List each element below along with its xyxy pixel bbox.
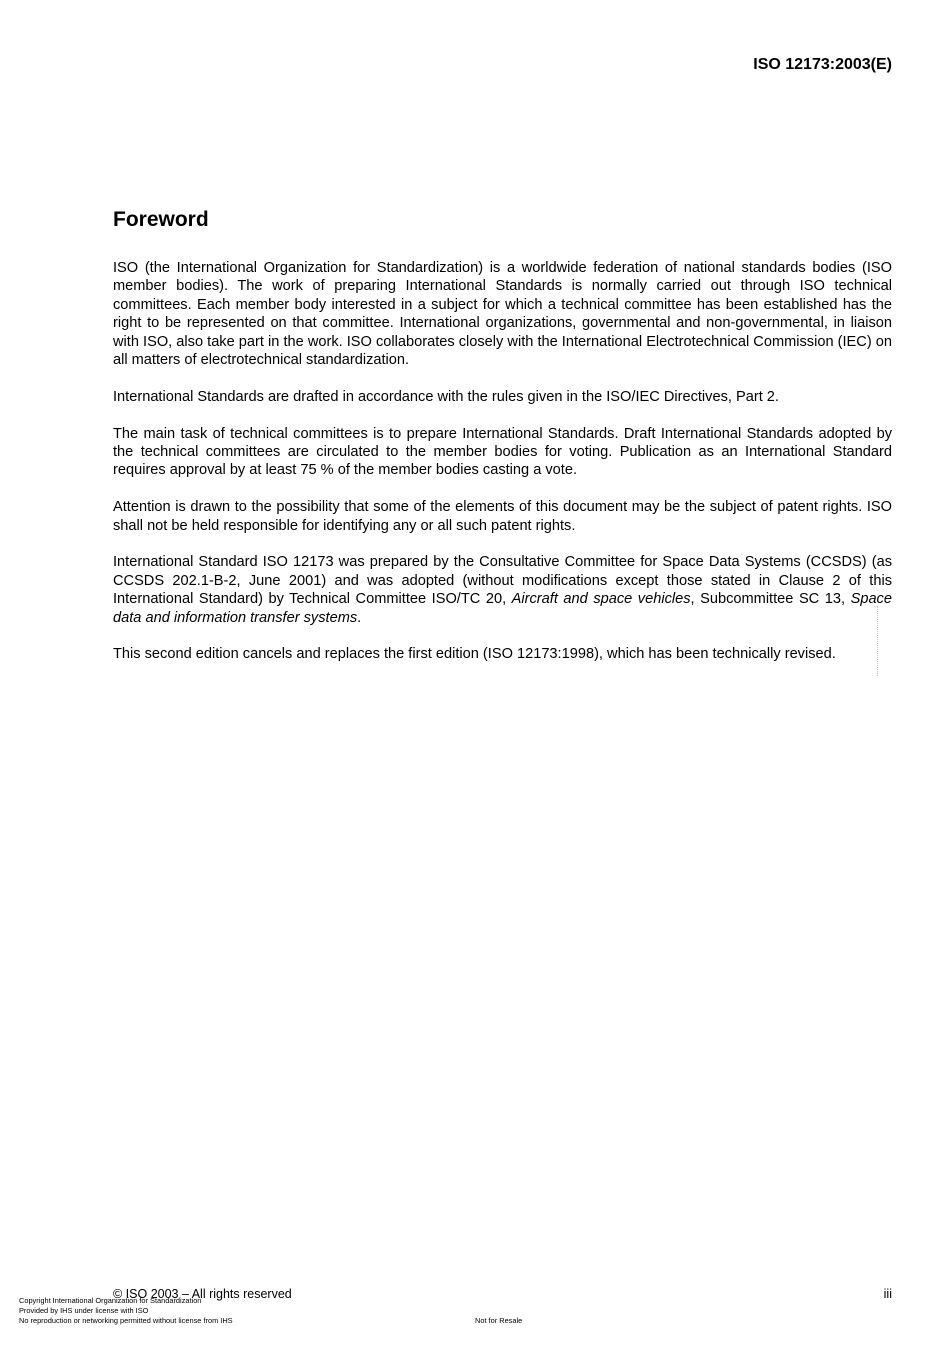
preparation-text-2: , Subcommittee SC 13,	[690, 591, 851, 608]
footer-copyright: © ISO 2003 – All rights reserved	[113, 1287, 292, 1301]
license-line-restriction: No reproduction or networking permitted without license from IHS	[19, 1316, 233, 1325]
footer-page-number: iii	[883, 1287, 892, 1301]
preparation-text-1: International Standard ISO 12173 was prepared by the Consultative Committee for Space Data Systems (CCSDS) (as CCSDS 202.1-B-2, June 2001) and was adopted (without modifications except those stated in Clause 2 of this International Standard) by Technical Committee ISO/TC 20,	[113, 554, 892, 608]
license-line-provider: Provided by IHS under license with ISO	[19, 1306, 149, 1315]
committee-title: Aircraft and space vehicles	[511, 591, 691, 608]
document-reference: ISO 12173:2003(E)	[753, 56, 892, 73]
paragraph-main-task: The main task of technical committees is to prepare International Standards. Draft International Standards adopted by the technical committees are circulated to the member bodies for voting. Publication as an International Standard requires approval by at least 75 % of the member bodies casting a vote.	[113, 425, 892, 479]
preparation-text-3: .	[357, 609, 362, 626]
section-title: Foreword	[113, 208, 209, 231]
margin-mark	[877, 606, 879, 676]
paragraph-directives: International Standards are drafted in accordance with the rules given in the ISO/IEC Directives, Part 2.	[113, 388, 779, 405]
paragraph-iso-federation: ISO (the International Organization for Standardization) is a worldwide federation of national standards bodies (ISO member bodies). The work of preparing International Standards is normally carried out through ISO technical committees. Each member body interested in a subject for which a technical committee has been established has the right to be represented on that committee. International organizations, governmental and non-governmental, in liaison with ISO, also take part in the work. ISO collaborates closely with the International Electrotechnical Commission (IEC) on all matters of electrotechnical standardization.	[113, 260, 892, 369]
license-line-copyright: Copyright International Organization for Standardization	[19, 1296, 202, 1305]
license-notice	[19, 1296, 233, 1326]
subcommittee-title: Space data and information transfer systems	[113, 591, 892, 626]
foreword-body	[113, 259, 892, 682]
paragraph-patent-rights: Attention is drawn to the possibility that some of the elements of this document may be the subject of patent rights. ISO shall not be held responsible for identifying any or all such patent rights.	[113, 499, 892, 534]
not-for-resale-notice: Not for Resale	[475, 1316, 523, 1325]
paragraph-edition: This second edition cancels and replaces the first edition (ISO 12173:1998), which has been technically revised.	[113, 646, 836, 663]
paragraph-preparation	[113, 553, 892, 627]
